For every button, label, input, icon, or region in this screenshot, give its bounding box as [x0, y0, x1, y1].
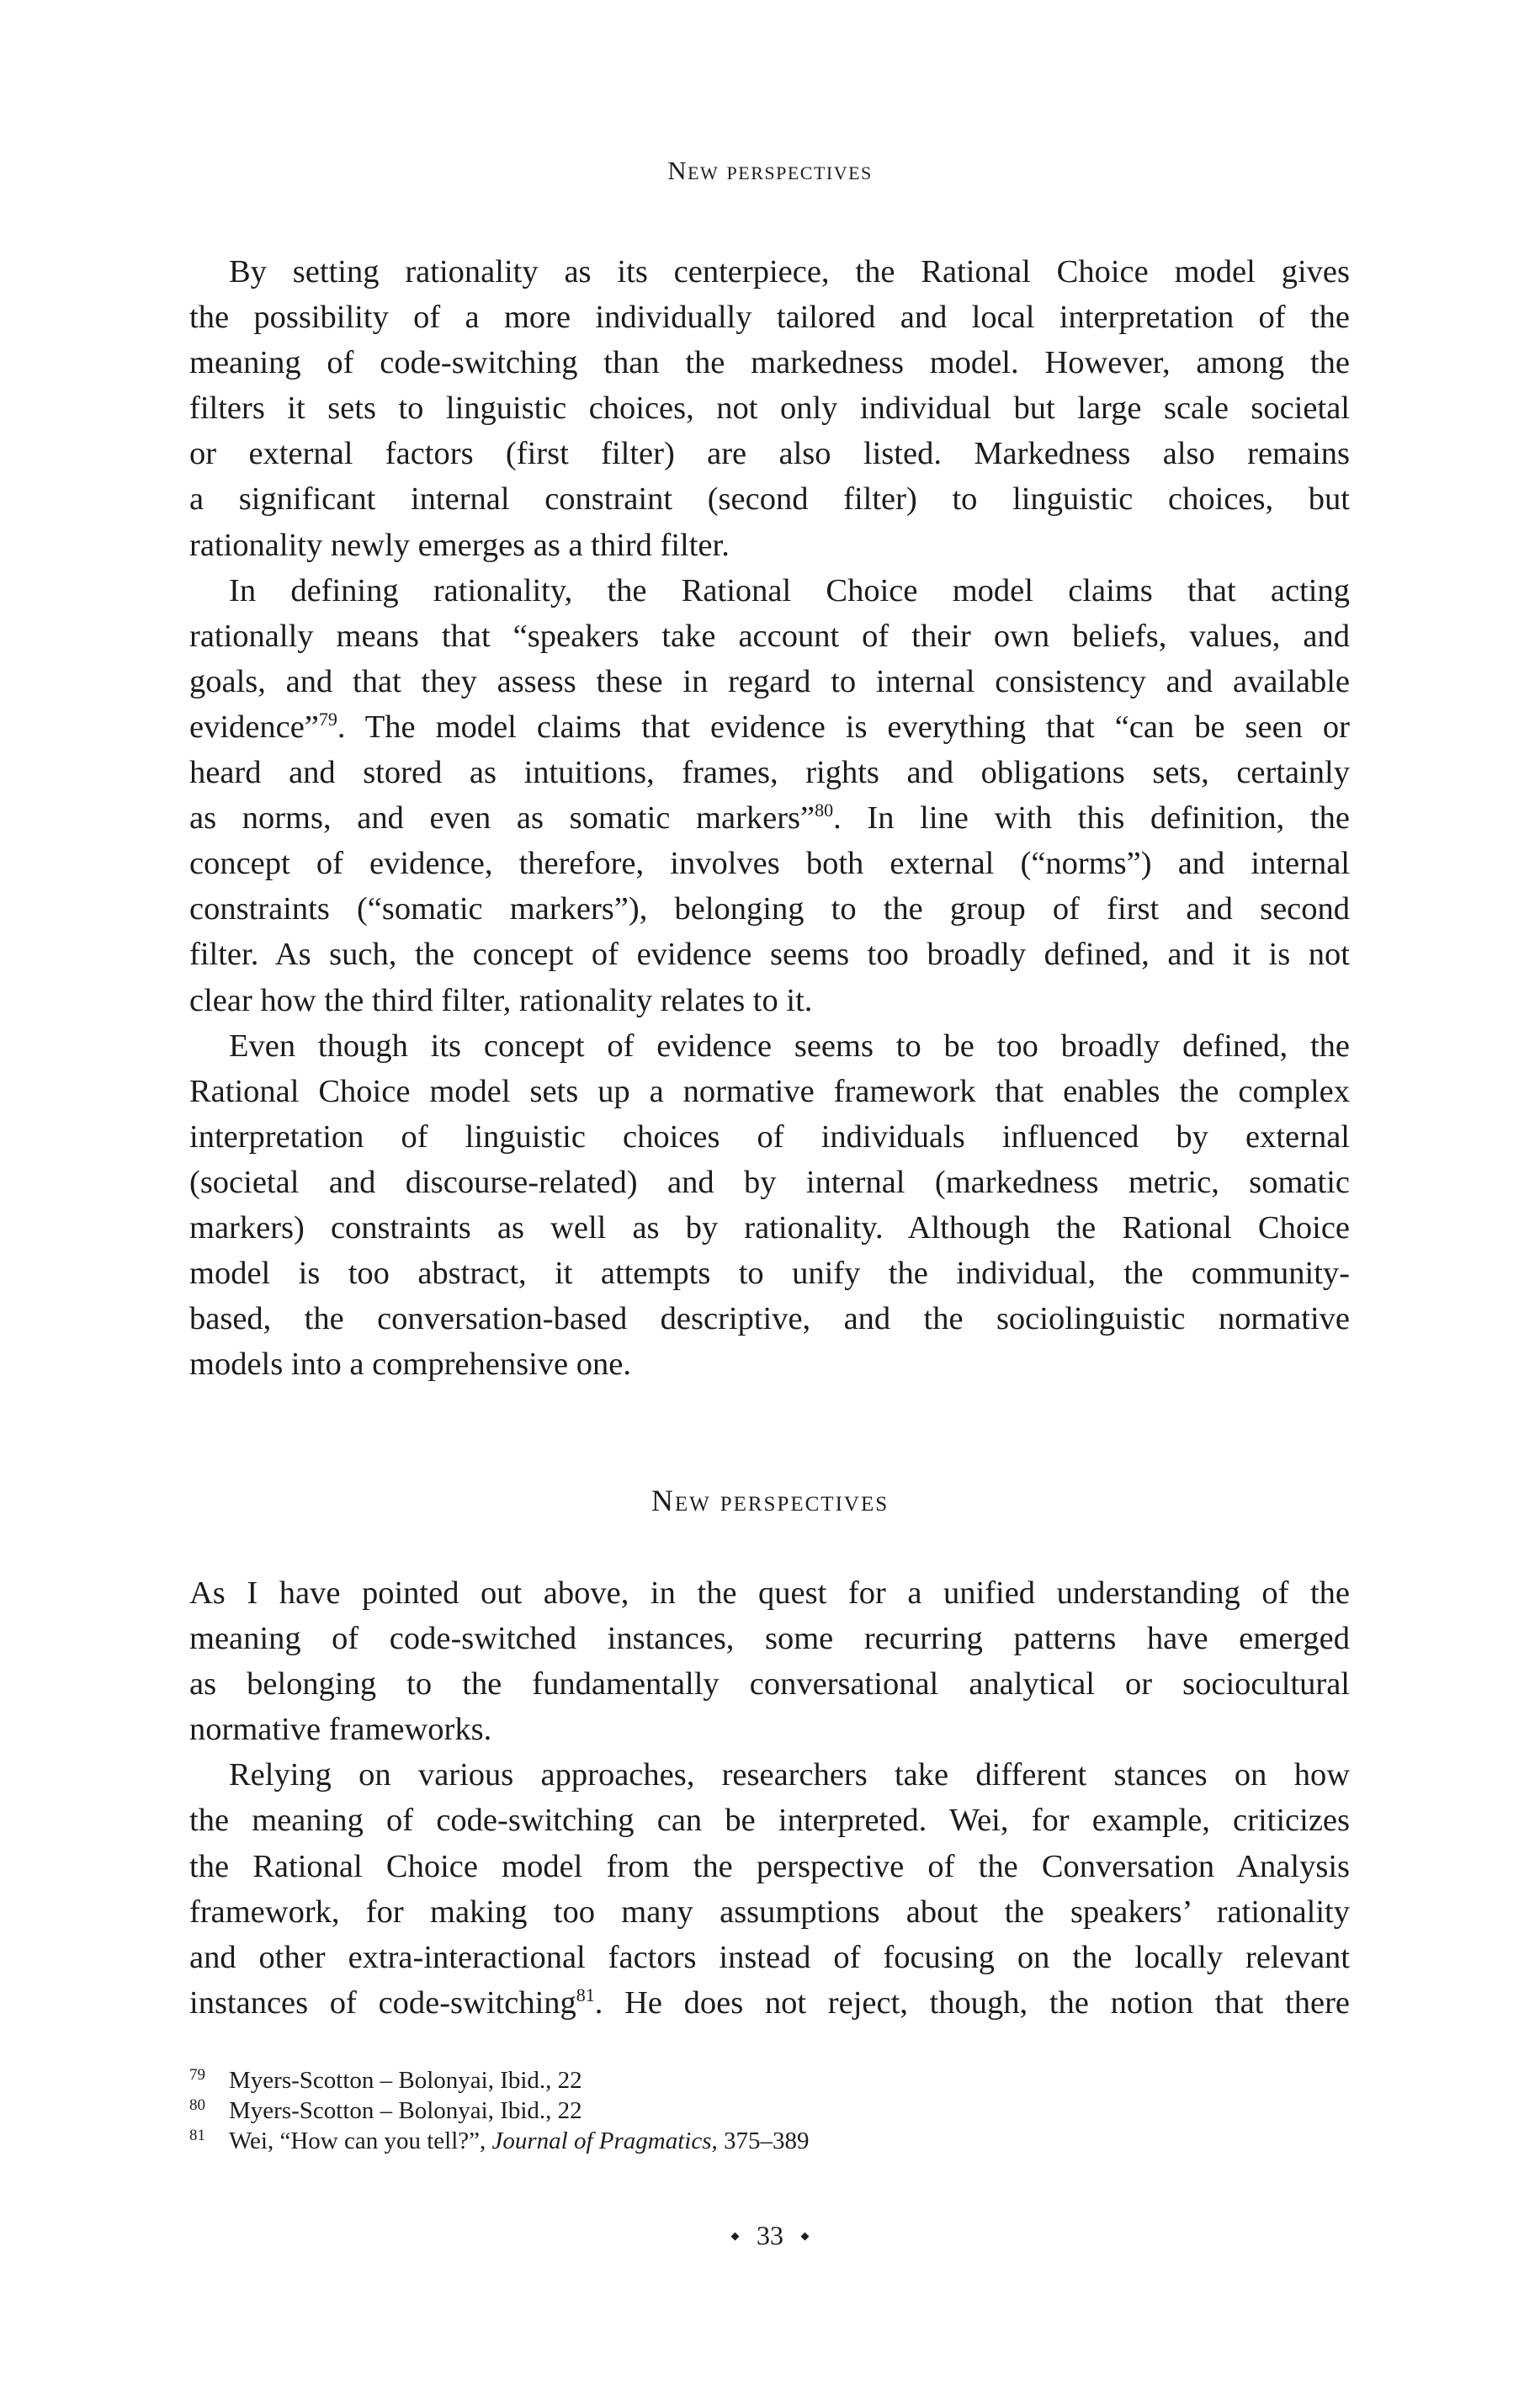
- text-line: the possibility of a more individually tailored and local interpretation of the: [189, 300, 1350, 336]
- footnote-text: Myers-Scotton – Bolonyai, Ibid., 22: [229, 2097, 582, 2124]
- text-line: based, the conversation-based descriptive, and the sociolinguistic normative: [189, 1301, 1350, 1337]
- text-line: Rational Choice model sets up a normative framework that enables the complex: [189, 1073, 1350, 1109]
- text-fragment: evidence”: [189, 709, 319, 745]
- text-line: the meaning of code-switching can be interpreted. Wei, for example, criticizes: [189, 1803, 1350, 1839]
- text-line: concept of evidence, therefore, involves both external (“norms”) and internal: [189, 846, 1350, 882]
- footnote-pages: 375–389: [717, 2127, 810, 2154]
- journal-title: Journal of Pragmatics,: [491, 2127, 718, 2154]
- text-line: meaning of code-switched instances, some recurring patterns have emerged: [189, 1621, 1350, 1657]
- footnote-number: 81: [189, 2127, 205, 2144]
- text-line: rationally means that “speakers take account of their own beliefs, values, and: [189, 618, 1350, 654]
- text-line: In defining rationality, the Rational Choice model claims that acting: [229, 572, 1350, 608]
- footnote-79: [189, 2065, 1350, 2096]
- text-line: [189, 795, 1350, 841]
- text-line: markers) constraints as well as by rationality. Although the Rational Choice: [189, 1209, 1350, 1246]
- footnote-ref-79[interactable]: 79: [318, 708, 337, 730]
- paragraph: [189, 568, 1350, 1023]
- text-line: or external factors (first filter) are also listed. Markedness also remains: [189, 436, 1350, 472]
- text-line: (societal and discourse-related) and by internal (markedness metric, somatic: [189, 1164, 1350, 1200]
- text-line: as belonging to the fundamentally conversational analytical or sociocultural: [189, 1666, 1350, 1702]
- text-line: Even though its concept of evidence seems to be too broadly defined, the: [229, 1028, 1350, 1064]
- footnote-ref-81[interactable]: 81: [576, 1984, 595, 2005]
- paragraph: [189, 1023, 1350, 1388]
- text-fragment: . The model claims that evidence is everything that “can be seen or: [337, 709, 1350, 745]
- text-line: clear how the third filter, rationality relates to it.: [189, 982, 813, 1018]
- footnote-number: 79: [189, 2066, 205, 2084]
- footnotes: [189, 2065, 1350, 2156]
- text-line: filter. As such, the concept of evidence seems too broadly defined, and it is not: [189, 937, 1350, 973]
- paragraph: [189, 1752, 1350, 2026]
- running-header: New perspectives: [667, 156, 873, 185]
- text-fragment: as norms, and even as somatic markers”: [189, 800, 815, 837]
- page-number: 33: [757, 2220, 783, 2250]
- text-fragment: . He does not reject, though, the notion that there: [594, 1984, 1350, 2021]
- text-line: the Rational Choice model from the perspective of the Conversation Analysis: [189, 1848, 1350, 1884]
- text-line: meaning of code-switching than the markedness model. However, among the: [189, 345, 1350, 381]
- text-fragment: . In line with this definition, the: [833, 800, 1350, 837]
- section-heading: New perspectives: [651, 1484, 889, 1517]
- text-line: normative frameworks.: [189, 1712, 492, 1748]
- text-fragment: instances of code-switching: [189, 1984, 576, 2021]
- footnote-number: 80: [189, 2096, 205, 2114]
- text-line: By setting rationality as its centerpiece, the Rational Choice model gives: [229, 254, 1350, 289]
- text-line: [189, 704, 1350, 750]
- page-number-footer: [0, 2218, 1540, 2252]
- text-line: Relying on various approaches, researchers take different stances on how: [229, 1757, 1350, 1793]
- footnote-81: [189, 2126, 1350, 2156]
- text-line: goals, and that they assess these in regard to internal consistency and available: [189, 663, 1350, 699]
- top-section-body: [189, 249, 1350, 1387]
- paragraph: [189, 1570, 1350, 1752]
- text-line: filters it sets to linguistic choices, not only individual but large scale societal: [189, 390, 1350, 427]
- text-line: model is too abstract, it attempts to unify the individual, the community-: [189, 1256, 1350, 1292]
- paragraph: [189, 249, 1350, 568]
- footnote-80: [189, 2096, 1350, 2126]
- text-line: a significant internal constraint (second filter) to linguistic choices, but: [189, 481, 1350, 518]
- text-line: and other extra-interactional factors instead of focusing on the locally relevant: [189, 1939, 1350, 1975]
- text-line: models into a comprehensive one.: [189, 1347, 631, 1383]
- text-line: heard and stored as intuitions, frames, rights and obligations sets, certainly: [189, 755, 1350, 791]
- text-line: interpretation of linguistic choices of individuals influenced by external: [189, 1118, 1350, 1155]
- bullet-icon: [801, 2233, 810, 2241]
- bottom-section-body: [189, 1570, 1350, 2026]
- footnote-text: Wei, “How can you tell?”,: [229, 2127, 492, 2154]
- bullet-icon: [731, 2233, 740, 2241]
- text-line: constraints (“somatic markers”), belonging to the group of first and second: [189, 891, 1350, 927]
- text-line: framework, for making too many assumptions about the speakers’ rationality: [189, 1894, 1350, 1930]
- text-line: [189, 1980, 1350, 2026]
- footnote-text: Myers-Scotton – Bolonyai, Ibid., 22: [229, 2067, 582, 2094]
- footnote-ref-80[interactable]: 80: [815, 799, 834, 821]
- text-line: rationality newly emerges as a third filter.: [189, 527, 730, 563]
- text-line: As I have pointed out above, in the quest for a unified understanding of the: [189, 1575, 1350, 1611]
